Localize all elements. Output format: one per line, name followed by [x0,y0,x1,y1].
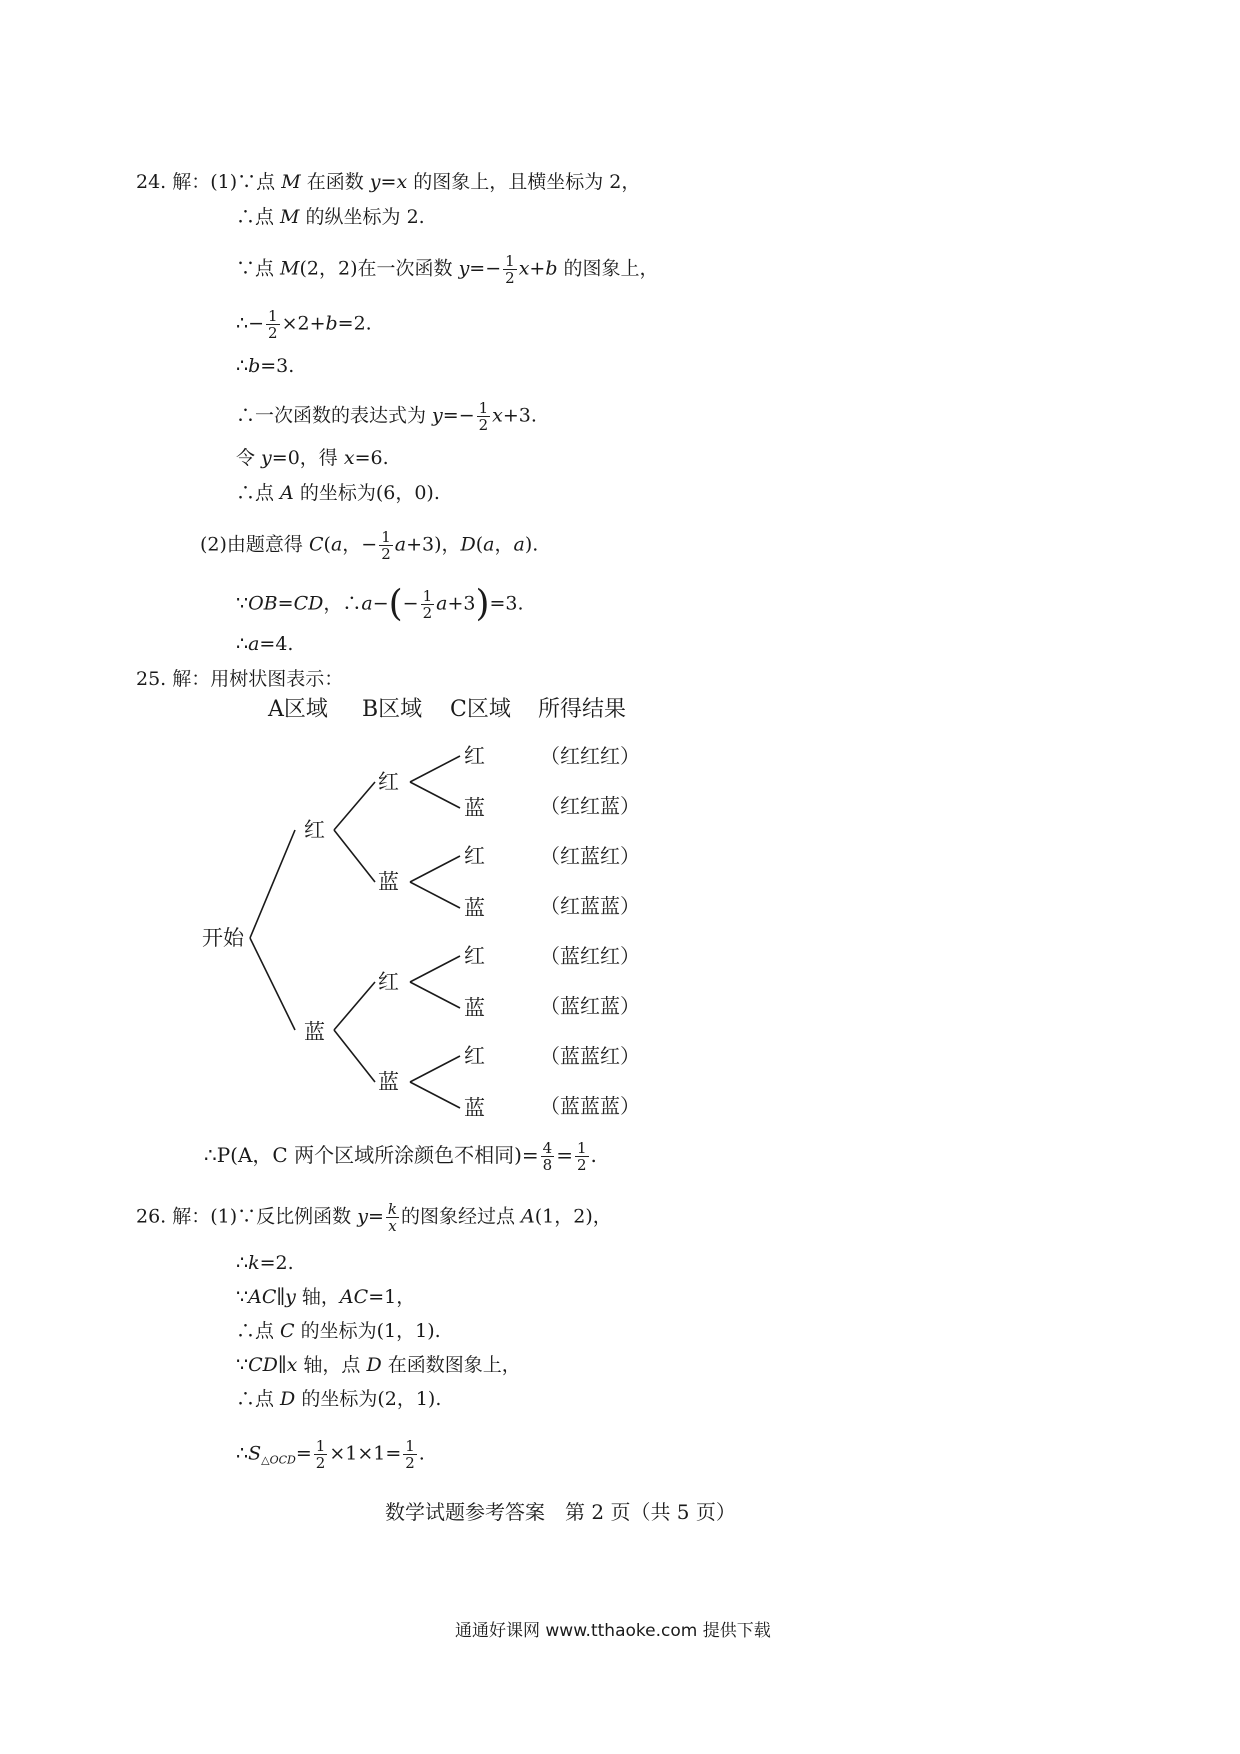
tree-result-6: （蓝红蓝） [540,994,640,1018]
fraction-one-half: $\frac{1}{2}$ [315,1437,326,1472]
edge-r-rb [334,830,375,882]
tree-result-5: （蓝红红） [540,944,640,968]
tree-l3-3: 红 [464,844,485,868]
tree-l3-8: 蓝 [464,1096,485,1120]
tree-result-3: （红蓝红） [540,844,640,868]
fraction-one-half: $\frac{1}{2}$ [268,307,278,342]
tree-l3-7: 红 [464,1044,485,1068]
q24-line-1: 24. 解：(1)∵点 M 在函数 y=x 的图象上，且横坐标为 2， [136,171,641,193]
edge-br-2 [410,982,460,1008]
edge-br-1 [410,956,460,982]
tree-l3-1: 红 [464,744,485,768]
tree-result-7: （蓝蓝红） [540,1044,640,1068]
q26-line-2: ∴k=2. [236,1252,294,1274]
edge-b-bb [334,1030,375,1082]
tree-start: 开始 [202,926,244,950]
edge-b-br [334,982,375,1030]
q24-line-7: 令 y=0，得 x=6. [236,447,389,469]
tree-l2-2: 蓝 [378,870,399,894]
edge-r-rr [334,782,375,830]
fraction-one-half: $\frac{1}{2}$ [478,399,489,434]
q26-line-6: ∴点 D 的坐标为(2，1). [236,1388,442,1410]
tree-result-4: （红蓝蓝） [540,894,640,918]
fraction-one-half: $\frac{1}{2}$ [381,528,391,563]
fraction-four-eighths: $\frac{4}{8}$ [542,1139,553,1174]
tree-l3-6: 蓝 [464,996,485,1020]
tree-header-a: A区域 [268,697,328,722]
page-footer: 数学试题参考答案 第 2 页（共 5 页） [385,1500,736,1524]
q24-line-2: ∴点 M 的纵坐标为 2. [236,206,425,228]
edge-start-blue [250,938,295,1030]
tree-l1-blue: 蓝 [304,1020,325,1044]
q26-line-4: ∴点 C 的坐标为(1，1). [236,1320,441,1342]
edge-bb-2 [410,1082,460,1108]
tree-header-result: 所得结果 [538,697,627,722]
tree-l1-red: 红 [304,818,325,842]
tree-l2-3: 红 [378,970,399,994]
edge-start-red [250,830,295,938]
q24-line-6: ∴一次函数的表达式为 y=− $\frac{1}{2}$ x+3. [236,399,537,434]
q24-line-8: ∴点 A 的坐标为(6，0). [236,482,440,504]
fraction-one-half: $\frac{1}{2}$ [576,1139,587,1174]
tree-header-c: C区域 [450,697,511,722]
q24-line-11: ∴a=4. [236,633,294,655]
edge-rb-2 [410,882,460,908]
q24-line-4: ∴− $\frac{1}{2}$ ×2+b=2. [236,307,372,342]
fraction-one-half: $\frac{1}{2}$ [505,252,515,287]
download-watermark: 通通好课网 www.tthaoke.com 提供下载 [455,1621,771,1641]
tree-l2-1: 红 [378,770,399,794]
tree-l3-4: 蓝 [464,896,485,920]
fraction-k-over-x: $\frac{k}{x}$ [387,1200,397,1235]
q26-line-7: $\therefore S_{\triangle OCD}=$ $\frac{1}{2}$ ×1×1= $\frac{1}{2}$ . [236,1437,425,1472]
edge-rr-2 [410,782,460,808]
tree-result-8: （蓝蓝蓝） [540,1094,640,1118]
q24-line-10: ∵OB=CD，∴a−(− $\frac{1}{2}$ a+3)=3. [236,583,524,625]
q26-line-5: ∵CD∥x 轴，点 D 在函数图象上， [236,1354,521,1376]
tree-result-1: （红红红） [540,744,640,768]
q24-line-9: (2)由题意得 C(a，− $\frac{1}{2}$ a+3)，D(a，a). [200,528,539,563]
tree-header-b: B区域 [362,697,423,722]
tree-l2-4: 蓝 [378,1070,399,1094]
edge-rr-1 [410,756,460,782]
q26-line-1: 26. 解：(1)∵反比例函数 y= $\frac{k}{x}$ 的图象经过点 A(1，2)， [136,1200,612,1235]
q25-probability: ∴P(A，C 两个区域所涂颜色不相同)= $\frac{4}{8}$ = $\frac{1}{2}$ . [204,1139,597,1174]
q24-line-5: ∴b=3. [236,355,295,377]
tree-result-2: （红红蓝） [540,794,640,818]
fraction-one-half: $\frac{1}{2}$ [422,587,433,622]
q26-line-3: ∵AC∥y 轴，AC=1， [236,1286,416,1308]
q25-intro: 25. 解：用树状图表示： [136,668,344,690]
fraction-one-half: $\frac{1}{2}$ [405,1437,415,1472]
edge-rb-1 [410,856,460,882]
tree-l3-2: 蓝 [464,796,485,820]
edge-bb-1 [410,1056,460,1082]
tree-l3-5: 红 [464,944,485,968]
q24-line-3: ∵点 M(2，2)在一次函数 y=− $\frac{1}{2}$ x+b 的图象上， [236,252,659,287]
